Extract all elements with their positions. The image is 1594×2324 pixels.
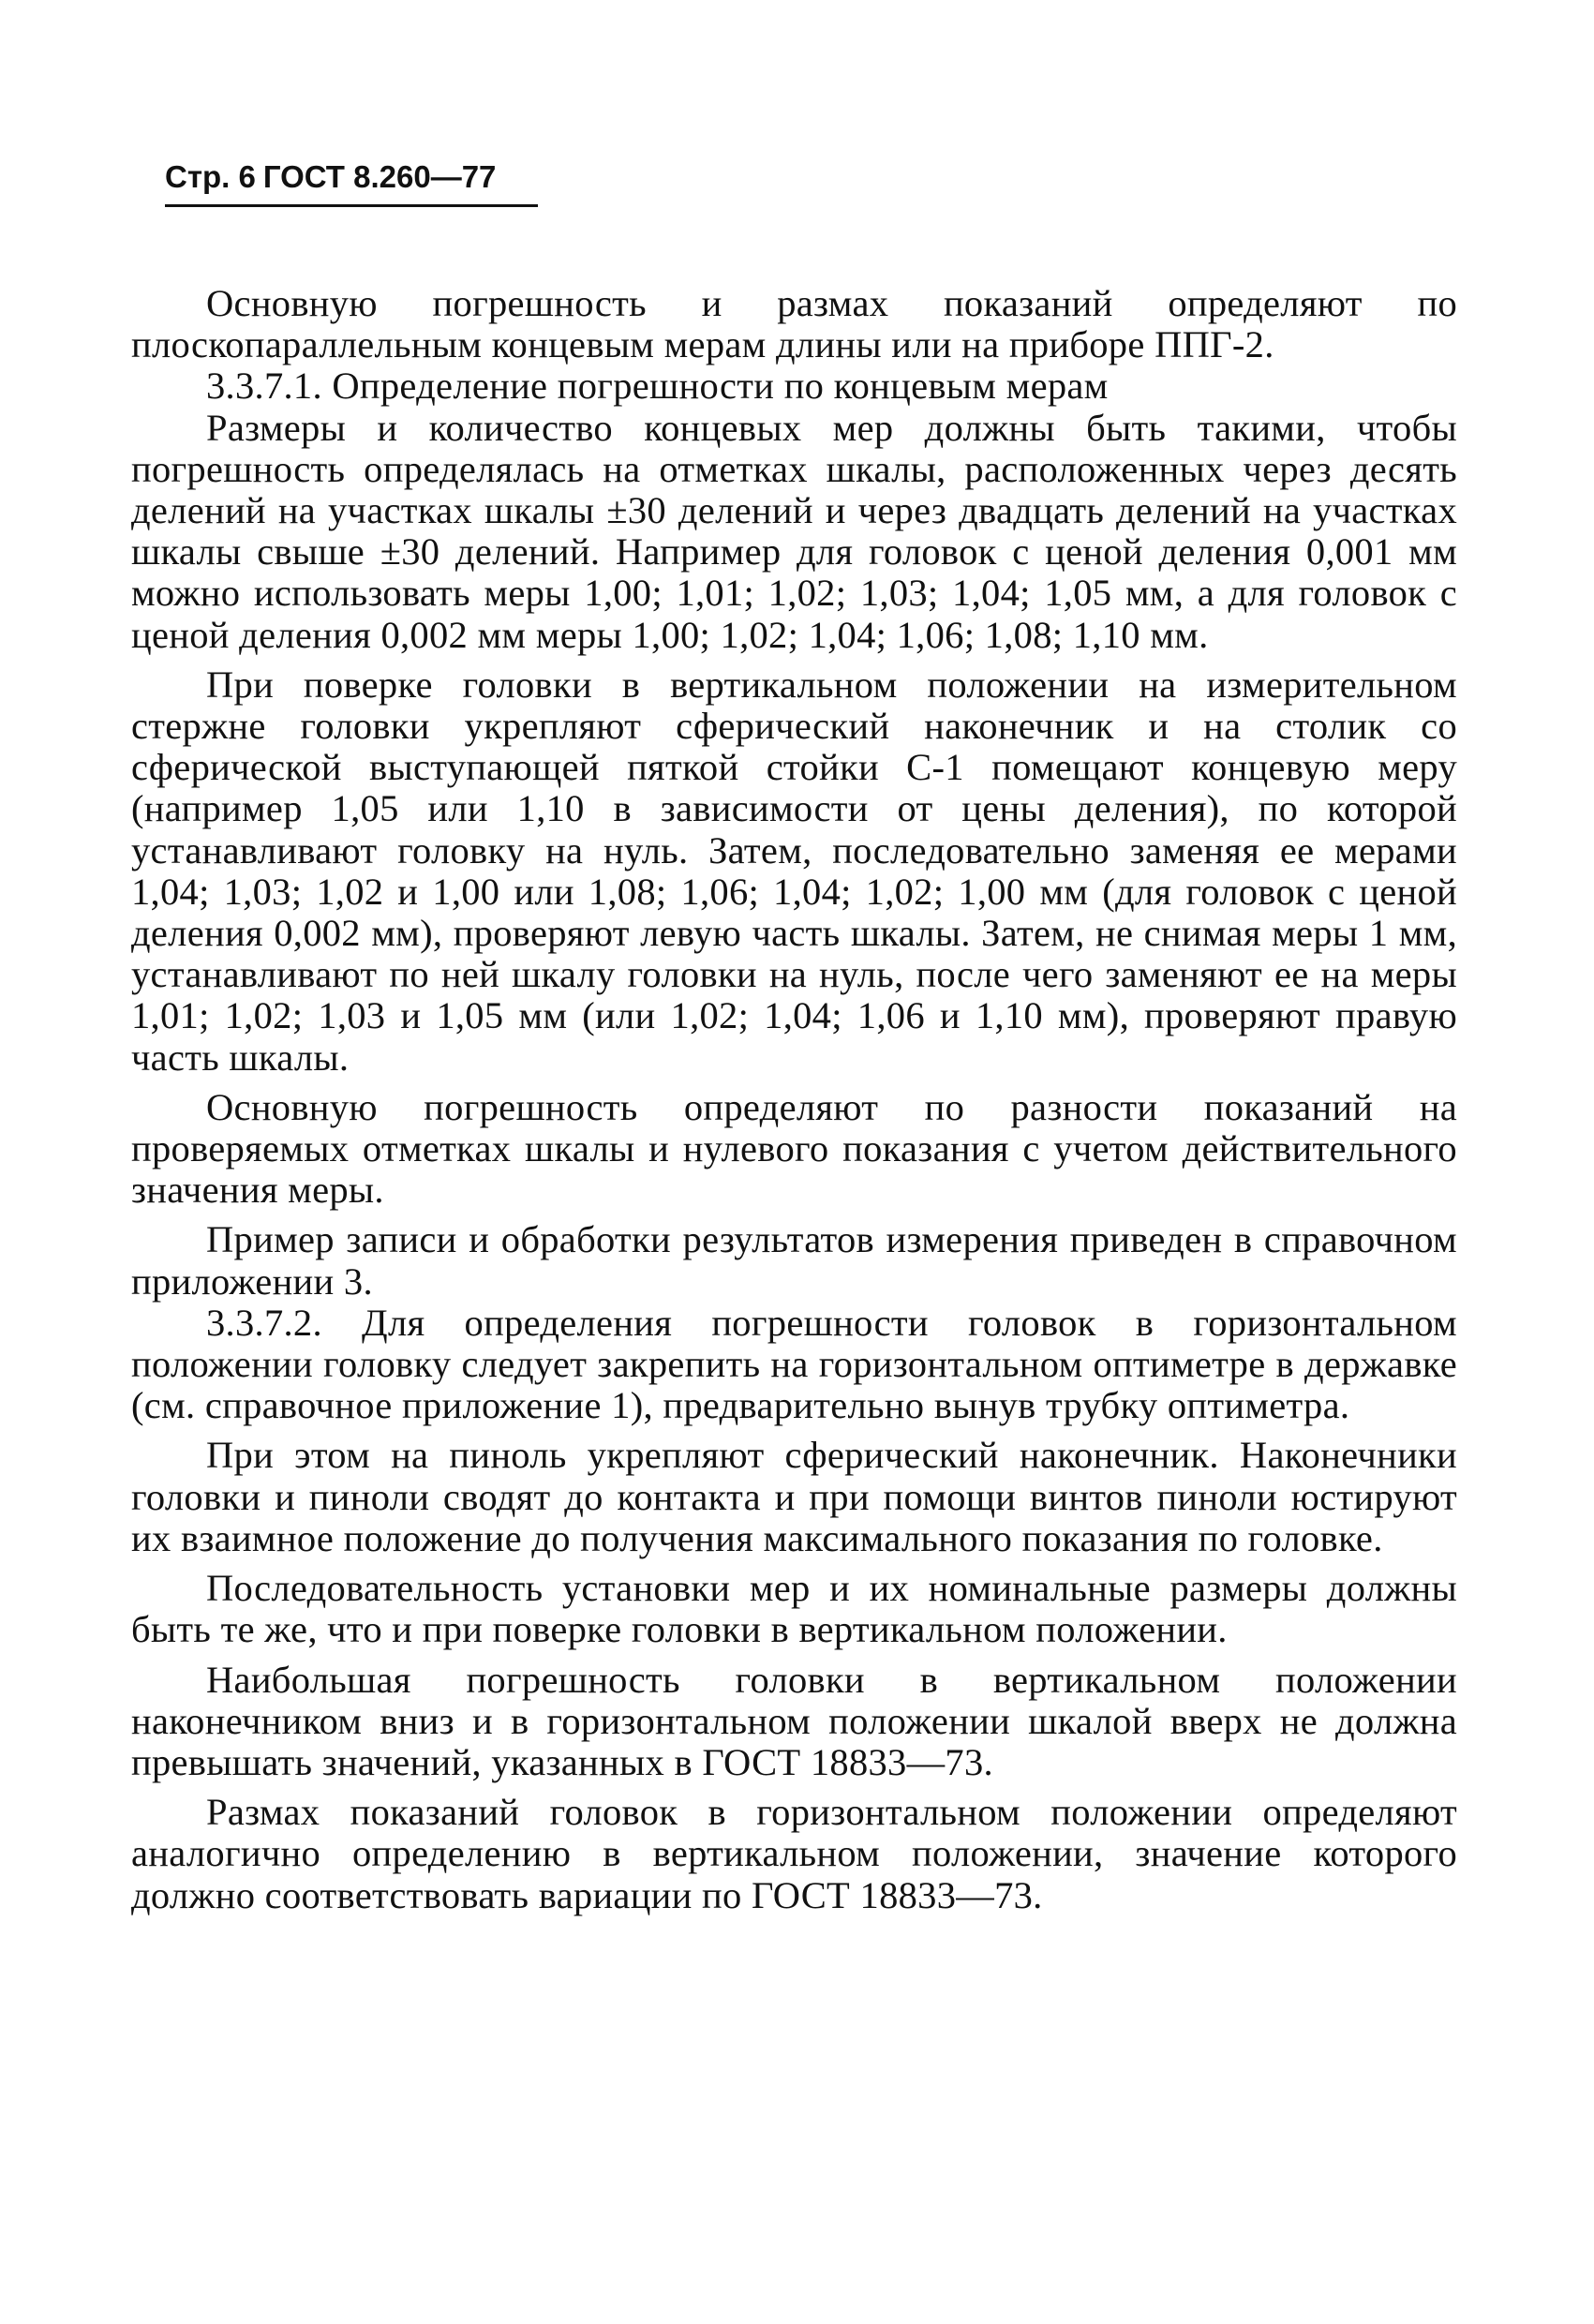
paragraph-measure-sizes: Размеры и количество концевых мер должны быть такими, чтобы погрешность определялась на отметках шкалы, расположенных через десять делений на участках шкалы ±30 делений и через двадцать делений на участках шкалы свыше ±30 делений. Например для головок с ценой деления 0,001 мм можно использовать меры 1,00; 1,01; 1,02; 1,03; 1,04; 1,05 мм, а для головок с ценой деления 0,002 мм меры 1,00; 1,02; 1,04; 1,06; 1,08; 1,10 мм. bbox=[131, 406, 1457, 656]
section-heading-3-3-7-1: 3.3.7.1. Определение погрешности по концевым мерам bbox=[206, 365, 1109, 408]
section-3-3-7-2: 3.3.7.2. Для определения погрешности головок в горизонтальном положении головку следует закрепить на горизонтальном оптиметре в державке (см. справочное приложение 1), предварительно вынув трубку оптиметра. bbox=[131, 1301, 1457, 1427]
paragraph-vertical-verification: При поверке головки в вертикальном положении на измерительном стержне головки укрепляют сферический наконечник и на столик со сферической выступающей пяткой стойки С-1 помещают концевую меру (например 1,05 или 1,10 в зависимости от цены деления), по которой устанавливают головку на нуль. Затем, последовательно заменяя ее мерами 1,04; 1,03; 1,02 и 1,00 или 1,08; 1,06; 1,04; 1,02; 1,00 мм (для головок с ценой деления 0,002 мм), проверяют левую часть шкалы. Затем, не снимая меры 1 мм, устанавливают по ней шкалу головки на нуль, после чего заменяют ее на меры 1,01; 1,02; 1,03 и 1,05 мм (или 1,02; 1,04; 1,06 и 1,10 мм), проверяют правую часть шкалы. bbox=[131, 663, 1457, 1079]
paragraph-reading-range: Размах показаний головок в горизонтальном положении определяют аналогично определению в вертикальном положении, значение которого должно соответствовать вариации по ГОСТ 18833—73. bbox=[131, 1791, 1457, 1916]
paragraph-intro: Основную погрешность и размах показаний определяют по плоскопараллельным концевым мерам длины или на приборе ППГ-2. bbox=[131, 282, 1457, 366]
paragraph-measure-sequence: Последовательность установки мер и их номинальные размеры должны быть те же, что и при поверке головки в вертикальном положении. bbox=[131, 1567, 1457, 1651]
paragraph-example-reference: Пример записи и обработки результатов измерения приведен в справочном приложении 3. bbox=[131, 1218, 1457, 1303]
page-number: Стр. 6 bbox=[165, 159, 256, 194]
document-id: ГОСТ 8.260—77 bbox=[262, 159, 497, 194]
paragraph-pinol-tip: При этом на пиноль укрепляют сферический наконечник. Наконечники головки и пиноли сводят до контакта и при помощи винтов пиноли юстируют их взаимное положение до получения максимального показания по головке. bbox=[131, 1434, 1457, 1559]
paragraph-basic-error: Основную погрешность определяют по разности показаний на проверяемых отметках шкалы и нулевого показания с учетом действительного значения меры. bbox=[131, 1085, 1457, 1212]
page-header bbox=[165, 159, 538, 207]
page-body bbox=[131, 283, 1457, 1916]
paragraph-max-error: Наибольшая погрешность головки в вертикальном положении наконечником вниз и в горизонтальном положении шкалой вверх не должна превышать значений, указанных в ГОСТ 18833—73. bbox=[131, 1658, 1457, 1783]
